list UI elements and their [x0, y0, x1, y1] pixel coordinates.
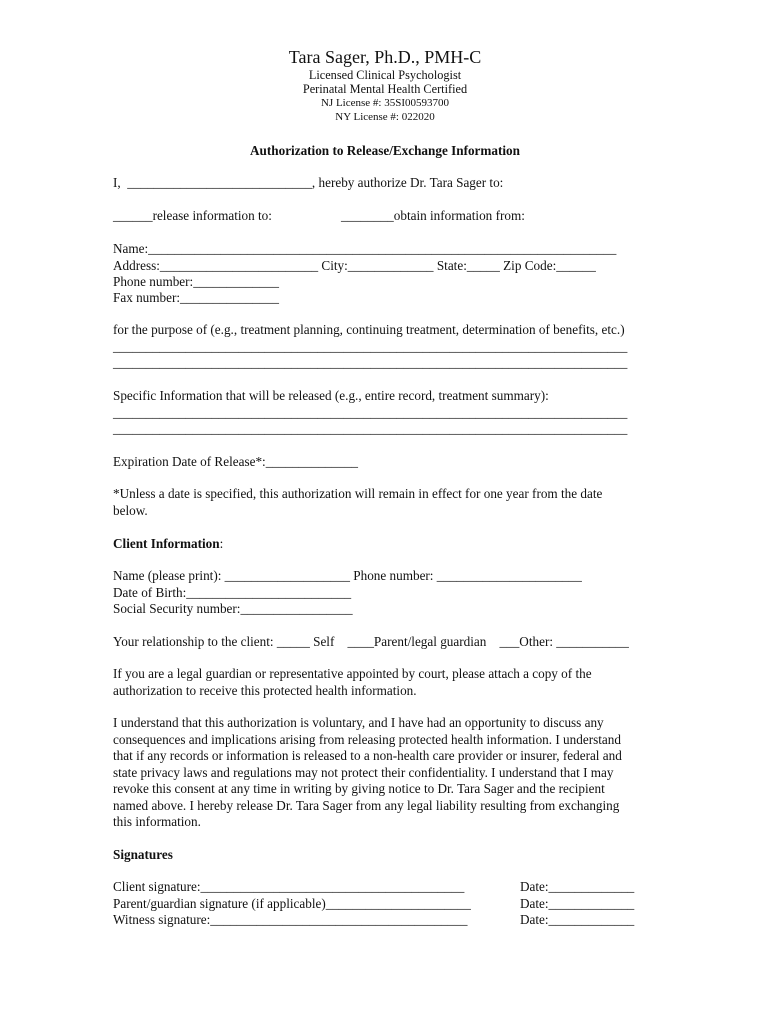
witness-signature-date: Date:_____________: [520, 912, 635, 927]
expiration-note-1: *Unless a date is specified, this authorization will remain in effect for one year from the date: [113, 486, 603, 501]
client-signature-field: Client signature:________________________________________: [113, 879, 465, 894]
fax-field: Fax number:_______________: [113, 290, 279, 305]
expiration-field: Expiration Date of Release*:______________: [113, 454, 359, 469]
name-field: Name:_______________________________________________________________________: [113, 241, 617, 256]
release-option: ______release information to:: [113, 208, 272, 223]
obtain-option: ________obtain information from:: [341, 208, 525, 223]
address-field: Address:________________________ City:_____________ State:_____ Zip Code:______: [113, 258, 596, 273]
document-title: Authorization to Release/Exchange Information: [250, 143, 520, 158]
ny-license: NY License #: 022020: [335, 111, 435, 123]
guardian-note-line-1: If you are a legal guardian or representative appointed by court, please attach a copy of the: [113, 666, 592, 681]
phone-field: Phone number:_____________: [113, 274, 279, 289]
consent-line-1: I understand that this authorization is voluntary, and I have had an opportunity to discuss any: [113, 715, 604, 730]
specific-line-2: ______________________________________________________________________________: [113, 421, 628, 436]
client-signature-date: Date:_____________: [520, 879, 635, 894]
consent-line-4: state privacy laws and regulations may not protect their confidentiality. I understand that I may: [113, 765, 614, 780]
client-info-heading-colon: :: [219, 536, 224, 551]
guardian-note-line-2: authorization to receive this protected health information.: [113, 683, 417, 698]
client-info-heading: [113, 536, 223, 552]
consent-line-3: that if any records or information is released to a non-health care provider or insurer, federal and: [113, 748, 622, 763]
purpose-line-1: ______________________________________________________________________________: [113, 339, 628, 354]
parent-signature-field: Parent/guardian signature (if applicable)______________________: [113, 896, 471, 911]
provider-title: Licensed Clinical Psychologist: [308, 68, 462, 82]
provider-name: Tara Sager, Ph.D., PMH-C: [288, 47, 482, 67]
purpose-label: for the purpose of (e.g., treatment planning, continuing treatment, determination of benefits, etc.): [113, 322, 625, 337]
consent-line-5: revoke this consent at any time in writing by giving notice to Dr. Tara Sager and the recipient: [113, 781, 605, 796]
witness-signature-field: Witness signature:_______________________________________: [113, 912, 468, 927]
dob-field: Date of Birth:_________________________: [113, 585, 352, 600]
parent-signature-date: Date:_____________: [520, 896, 635, 911]
authorize-line: I, ____________________________, hereby authorize Dr. Tara Sager to:: [113, 175, 504, 190]
relationship-field: Your relationship to the client: _____ Self ____Parent/legal guardian ___Other: ___________: [113, 634, 629, 649]
nj-license: NJ License #: 35SI00593700: [320, 97, 449, 109]
client-info-heading-text: Client Information: [113, 536, 220, 551]
consent-line-6: named above. I hereby release Dr. Tara Sager from any legal liability resulting from exchanging: [113, 798, 620, 813]
provider-certification: Perinatal Mental Health Certified: [302, 82, 468, 96]
specific-line-1: ______________________________________________________________________________: [113, 405, 628, 420]
purpose-line-2: ______________________________________________________________________________: [113, 355, 628, 370]
consent-line-7: this information.: [113, 814, 201, 829]
specific-label: Specific Information that will be released (e.g., entire record, treatment summary):: [113, 388, 549, 403]
expiration-note-2: below.: [113, 503, 148, 518]
signatures-heading: Signatures: [113, 847, 173, 862]
ssn-field: Social Security number:_________________: [113, 601, 353, 616]
consent-line-2: consequences and implications arising from releasing protected health information. I understand: [113, 732, 621, 747]
client-name-phone-field: Name (please print): ___________________ Phone number: ______________________: [113, 568, 582, 583]
